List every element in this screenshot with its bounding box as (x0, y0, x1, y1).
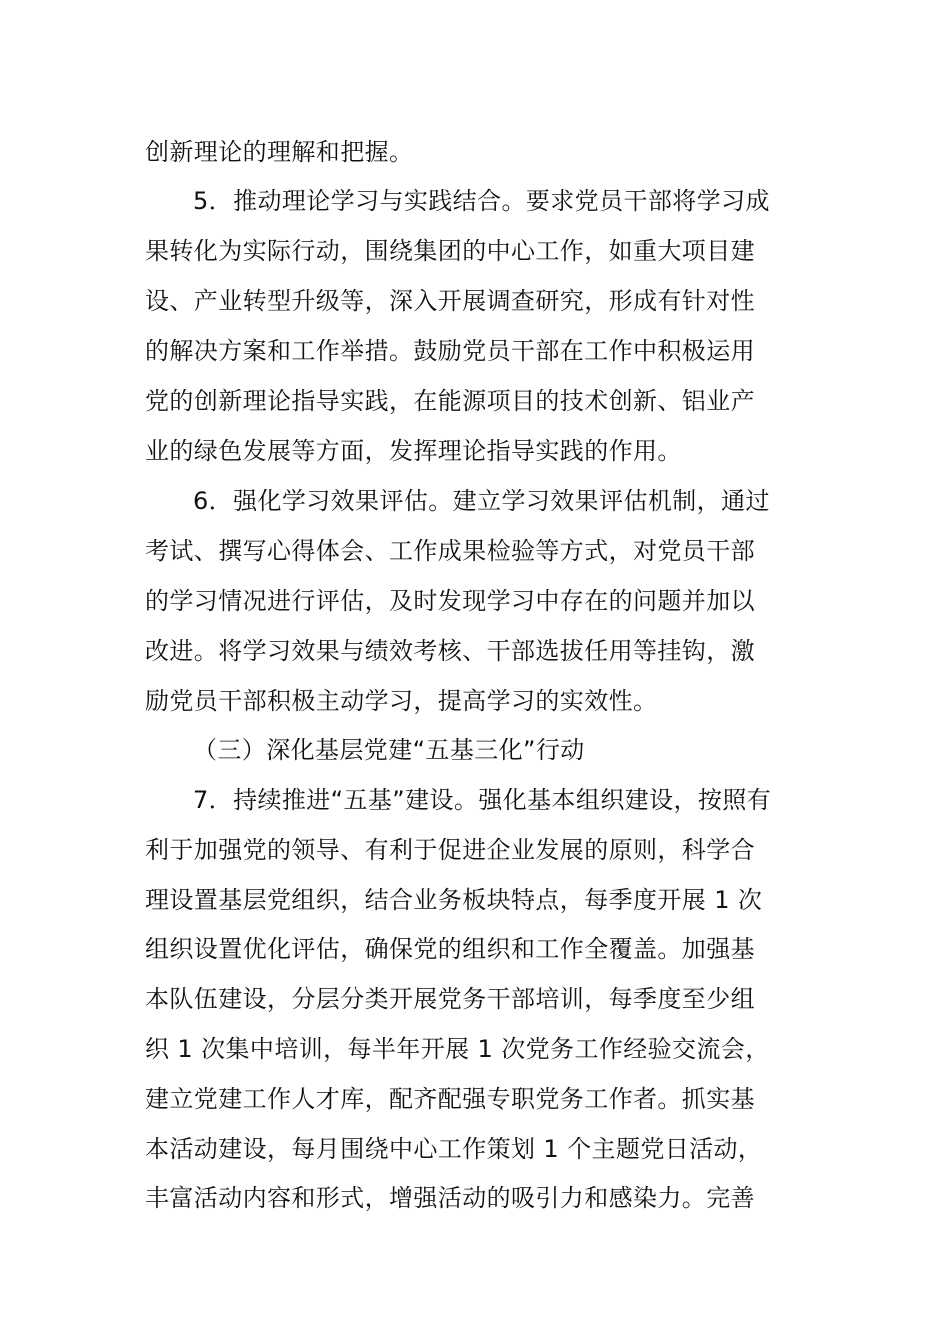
paragraph-line: 改进。将学习效果与绩效考核、干部选拔任用等挂钩，激 (145, 637, 755, 665)
section-heading: （三）深化基层党建“五基三化”行动 (193, 736, 585, 764)
paragraph-line: 5．推动理论学习与实践结合。要求党员干部将学习成 (193, 187, 770, 215)
paragraph-line: 考试、撰写心得体会、工作成果检验等方式，对党员干部 (145, 537, 755, 565)
paragraph-line: 创新理论的理解和把握。 (145, 138, 414, 166)
paragraph-line: 的学习情况进行评估，及时发现学习中存在的问题并加以 (145, 587, 755, 615)
paragraph-line: 果转化为实际行动，围绕集团的中心工作，如重大项目建 (145, 237, 755, 265)
paragraph-line: 党的创新理论指导实践，在能源项目的技术创新、铝业产 (145, 387, 755, 415)
paragraph-line: 本队伍建设，分层分类开展党务干部培训，每季度至少组 (145, 985, 755, 1013)
paragraph-line: 的解决方案和工作举措。鼓励党员干部在工作中积极运用 (145, 337, 755, 365)
paragraph-line: 业的绿色发展等方面，发挥理论指导实践的作用。 (145, 437, 682, 465)
paragraph-line: 励党员干部积极主动学习，提高学习的实效性。 (145, 687, 658, 715)
paragraph-line: 建立党建工作人才库，配齐配强专职党务工作者。抓实基 (145, 1085, 755, 1113)
paragraph-line: 利于加强党的领导、有利于促进企业发展的原则，科学合 (145, 836, 755, 864)
paragraph-line: 设、产业转型升级等，深入开展调查研究，形成有针对性 (145, 287, 755, 315)
paragraph-line: 6．强化学习效果评估。建立学习效果评估机制，通过 (193, 487, 770, 515)
paragraph-line: 7．持续推进“五基”建设。强化基本组织建设，按照有 (193, 786, 772, 814)
paragraph-line: 本活动建设，每月围绕中心工作策划 1 个主题党日活动， (145, 1135, 763, 1163)
paragraph-line: 组织设置优化评估，确保党的组织和工作全覆盖。加强基 (145, 935, 755, 963)
paragraph-line: 织 1 次集中培训，每半年开展 1 次党务工作经验交流会， (145, 1035, 770, 1063)
paragraph-line: 理设置基层党组织，结合业务板块特点，每季度开展 1 次 (145, 886, 763, 914)
paragraph-line: 丰富活动内容和形式，增强活动的吸引力和感染力。完善 (145, 1184, 755, 1212)
